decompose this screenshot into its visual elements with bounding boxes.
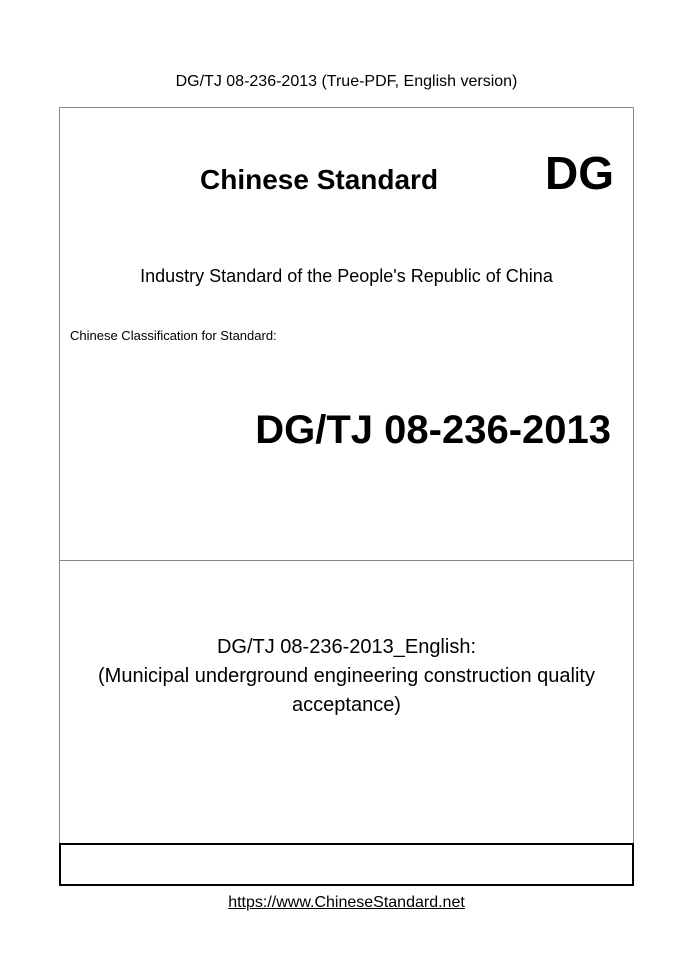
page-header: DG/TJ 08-236-2013 (True-PDF, English version) <box>175 73 518 90</box>
description-line-2: (Municipal underground engineering construction quality <box>98 665 595 687</box>
standard-code-badge: DG <box>545 147 614 199</box>
cover-title: Chinese Standard <box>200 164 439 195</box>
classification-label: Chinese Classification for Standard: <box>70 328 277 343</box>
cover-footer-box <box>59 843 634 886</box>
standard-description <box>59 633 634 720</box>
description-line-3: acceptance) <box>292 694 401 716</box>
cover-frame <box>59 107 634 885</box>
standard-number: DG/TJ 08-236-2013 <box>255 408 611 452</box>
cover-subtitle: Industry Standard of the People's Republic of China <box>140 266 553 286</box>
footer <box>0 893 693 913</box>
website-link[interactable]: https://www.ChineseStandard.net <box>228 894 465 911</box>
description-line-1: DG/TJ 08-236-2013_English: <box>216 636 477 658</box>
cover-divider <box>59 560 634 561</box>
